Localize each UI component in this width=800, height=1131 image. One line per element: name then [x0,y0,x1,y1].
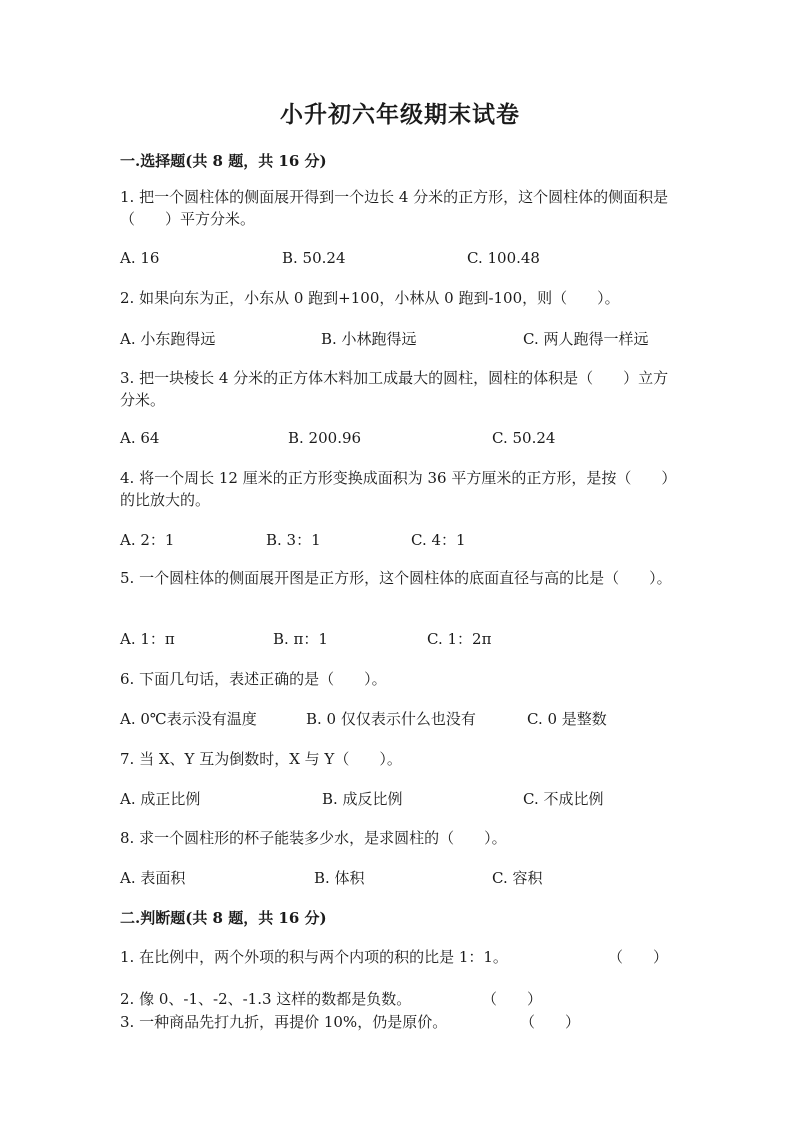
q2-option-a: A. 小东跑得远 [120,330,216,348]
judgment-1-answer-blank: （ ） [608,948,669,966]
question-1: 1. 把一个圆柱体的侧面展开得到一个边长 4 分米的正方形，这个圆柱体的侧面积是（ ）平方分米。 [120,188,669,228]
question-2: 2. 如果向东为正，小东从 0 跑到+100，小林从 0 跑到-100，则（ ）。 [120,289,620,307]
q3-option-a: A. 64 [120,429,160,447]
q7-option-b: B. 成反比例 [322,790,403,808]
question-8: 8. 求一个圆柱形的杯子能装多少水，是求圆柱的（ ）。 [120,829,507,847]
q1-option-b: B. 50.24 [282,249,346,267]
q5-option-a: A. 1：π [120,630,175,648]
q8-option-c: C. 容积 [492,869,543,887]
q7-option-c: C. 不成比例 [523,790,604,808]
question-7: 7. 当 X、Y 互为倒数时，X 与 Y（ ）。 [120,750,402,768]
q4-option-c: C. 4：1 [411,531,466,549]
judgment-2: 2. 像 0、-1、-2、-1.3 这样的数都是负数。 [120,990,412,1008]
q8-option-b: B. 体积 [314,869,365,887]
question-6: 6. 下面几句话，表述正确的是（ ）。 [120,670,387,688]
q6-option-b: B. 0 仅仅表示什么也没有 [306,710,476,728]
page-title: 小升初六年级期末试卷 [280,101,520,128]
q5-option-c: C. 1：2π [427,630,492,648]
q3-option-b: B. 200.96 [288,429,362,447]
q5-option-b: B. π：1 [273,630,328,648]
q4-option-a: A. 2：1 [120,531,175,549]
q2-option-b: B. 小林跑得远 [321,330,417,348]
q4-option-b: B. 3：1 [266,531,321,549]
judgment-2-answer-blank: （ ） [482,990,543,1008]
question-3: 3. 把一块棱长 4 分米的正方体木料加工成最大的圆柱，圆柱的体积是（ ）立方分米。 [120,369,669,409]
judgment-3: 3. 一种商品先打九折，再提价 10%，仍是原价。 [120,1013,448,1031]
judgment-3-answer-blank: （ ） [520,1013,581,1031]
q6-option-c: C. 0 是整数 [527,710,607,728]
q3-option-c: C. 50.24 [492,429,556,447]
section-heading-choice: 一.选择题(共 8 题，共 16 分) [120,152,327,170]
judgment-1: 1. 在比例中，两个外项的积与两个内项的积的比是 1：1。 [120,948,508,966]
q6-option-a: A. 0℃表示没有温度 [120,710,257,728]
question-4: 4. 将一个周长 12 厘米的正方形变换成面积为 36 平方厘米的正方形，是按（ ）的比放大的。 [120,469,677,509]
q8-option-a: A. 表面积 [120,869,186,887]
q2-option-c: C. 两人跑得一样远 [523,330,649,348]
q7-option-a: A. 成正比例 [120,790,201,808]
question-5: 5. 一个圆柱体的侧面展开图是正方形，这个圆柱体的底面直径与高的比是（ ）。 [120,569,672,587]
q1-option-a: A. 16 [120,249,160,267]
q1-option-c: C. 100.48 [467,249,540,267]
section-heading-judgment: 二.判断题(共 8 题，共 16 分) [120,909,327,927]
